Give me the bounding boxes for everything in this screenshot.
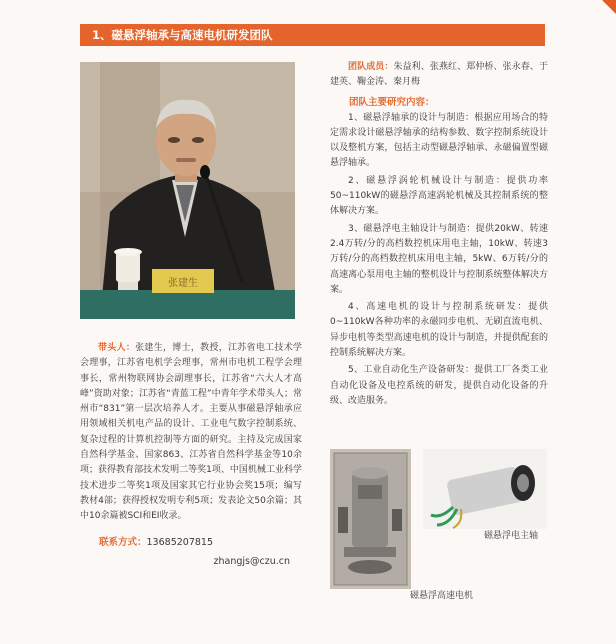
team-section [330, 60, 548, 409]
high-speed-motor-photo [330, 449, 411, 589]
contact-line [80, 535, 302, 550]
spindle-caption: 磁悬浮电主轴 [484, 531, 539, 541]
nameplate-text: 张建生 [168, 278, 198, 289]
leader-section [80, 341, 302, 569]
leader-photo-illustration [80, 62, 295, 319]
leader-photo [80, 62, 295, 319]
leader-bio [80, 341, 302, 525]
spindle-illustration [423, 449, 547, 529]
team-members [330, 60, 548, 91]
research-item: 4、高速电机的设计与控制系统研发：提供0~110kW各种功率的永磁同步电机、无刷直流电机、异步电机等类型高速电机的设计与制造，并提供配套的控制系统解决方案。 [330, 302, 548, 359]
motor-illustration [330, 449, 411, 589]
research-item: 5、工业自动化生产设备研发：提供工厂各类工业自动化设备及电控系统的研发，提供自动化设备的升级、改造服务。 [330, 365, 548, 406]
contact-label: 联系方式： [99, 536, 147, 548]
motor-caption: 磁悬浮高速电机 [410, 591, 474, 601]
corner-accent [602, 0, 616, 14]
section-title: 1、磁悬浮轴承与高速电机研发团队 [92, 28, 273, 42]
contact-phone[interactable]: 13685207815 [146, 536, 214, 548]
contact-email[interactable]: zhangjs@czu.cn [213, 555, 290, 567]
team-members-text: 朱益利、张燕红、郑仲桥、张永春、于建英、鞠金涛、秦月梅 [330, 62, 548, 88]
research-item: 1、磁悬浮轴承的设计与制造：根据应用场合的特定需求设计磁悬浮轴承的结构参数、数字控制系统设计以及整机方案，包括主动型磁悬浮轴承、永磁偏置型磁悬浮轴承。 [330, 112, 548, 169]
team-label: 团队成员： [348, 62, 394, 72]
research-title: 团队主要研究内容： [349, 96, 435, 108]
spindle-photo [423, 449, 547, 529]
research-item: 3、磁悬浮电主轴设计与制造：提供20kW、转速2.4万转/分的高档数控机床用电主轴，10kW、转速3万转/分的高档数控机床用电主轴，5kW、6万转/分的高速离心泵用电主轴的整机设计与控制系统整体解决方案。 [330, 223, 548, 295]
leader-text: 张建生，博士，教授，江苏省电工技术学会理事，江苏省电机学会理事，常州市电机工程学会理事长，常州物联网协会副理事长，江苏省“六大人才高峰”资助对象；江苏省“青蓝工程”中青年学术带头人；常州市“831”第一层次培养人才。主要从事磁悬浮轴承应用领域相关机电产品的设计、工业电气数字控制系统、复杂过程的计算机控制等方面的研究。主持及完成国家自然科学基金、国家863、江苏省自然科学基金等10余项；获得教育部技术发明二等奖1项、中国机械工业科学技术进步二等奖1项及国家其它行业协会奖15项；编写教材4部；获得授权发明专利5项；发表论文50余篇；其中10余篇被SCI和EI收录。 [80, 343, 302, 522]
section-header [80, 24, 545, 46]
leader-label: 带头人： [98, 343, 136, 353]
research-item: 2、磁悬浮涡轮机械设计与制造：提供功率50~110kW的磁悬浮高速涡轮机械及其控制系统的整体解决方案。 [330, 175, 548, 217]
